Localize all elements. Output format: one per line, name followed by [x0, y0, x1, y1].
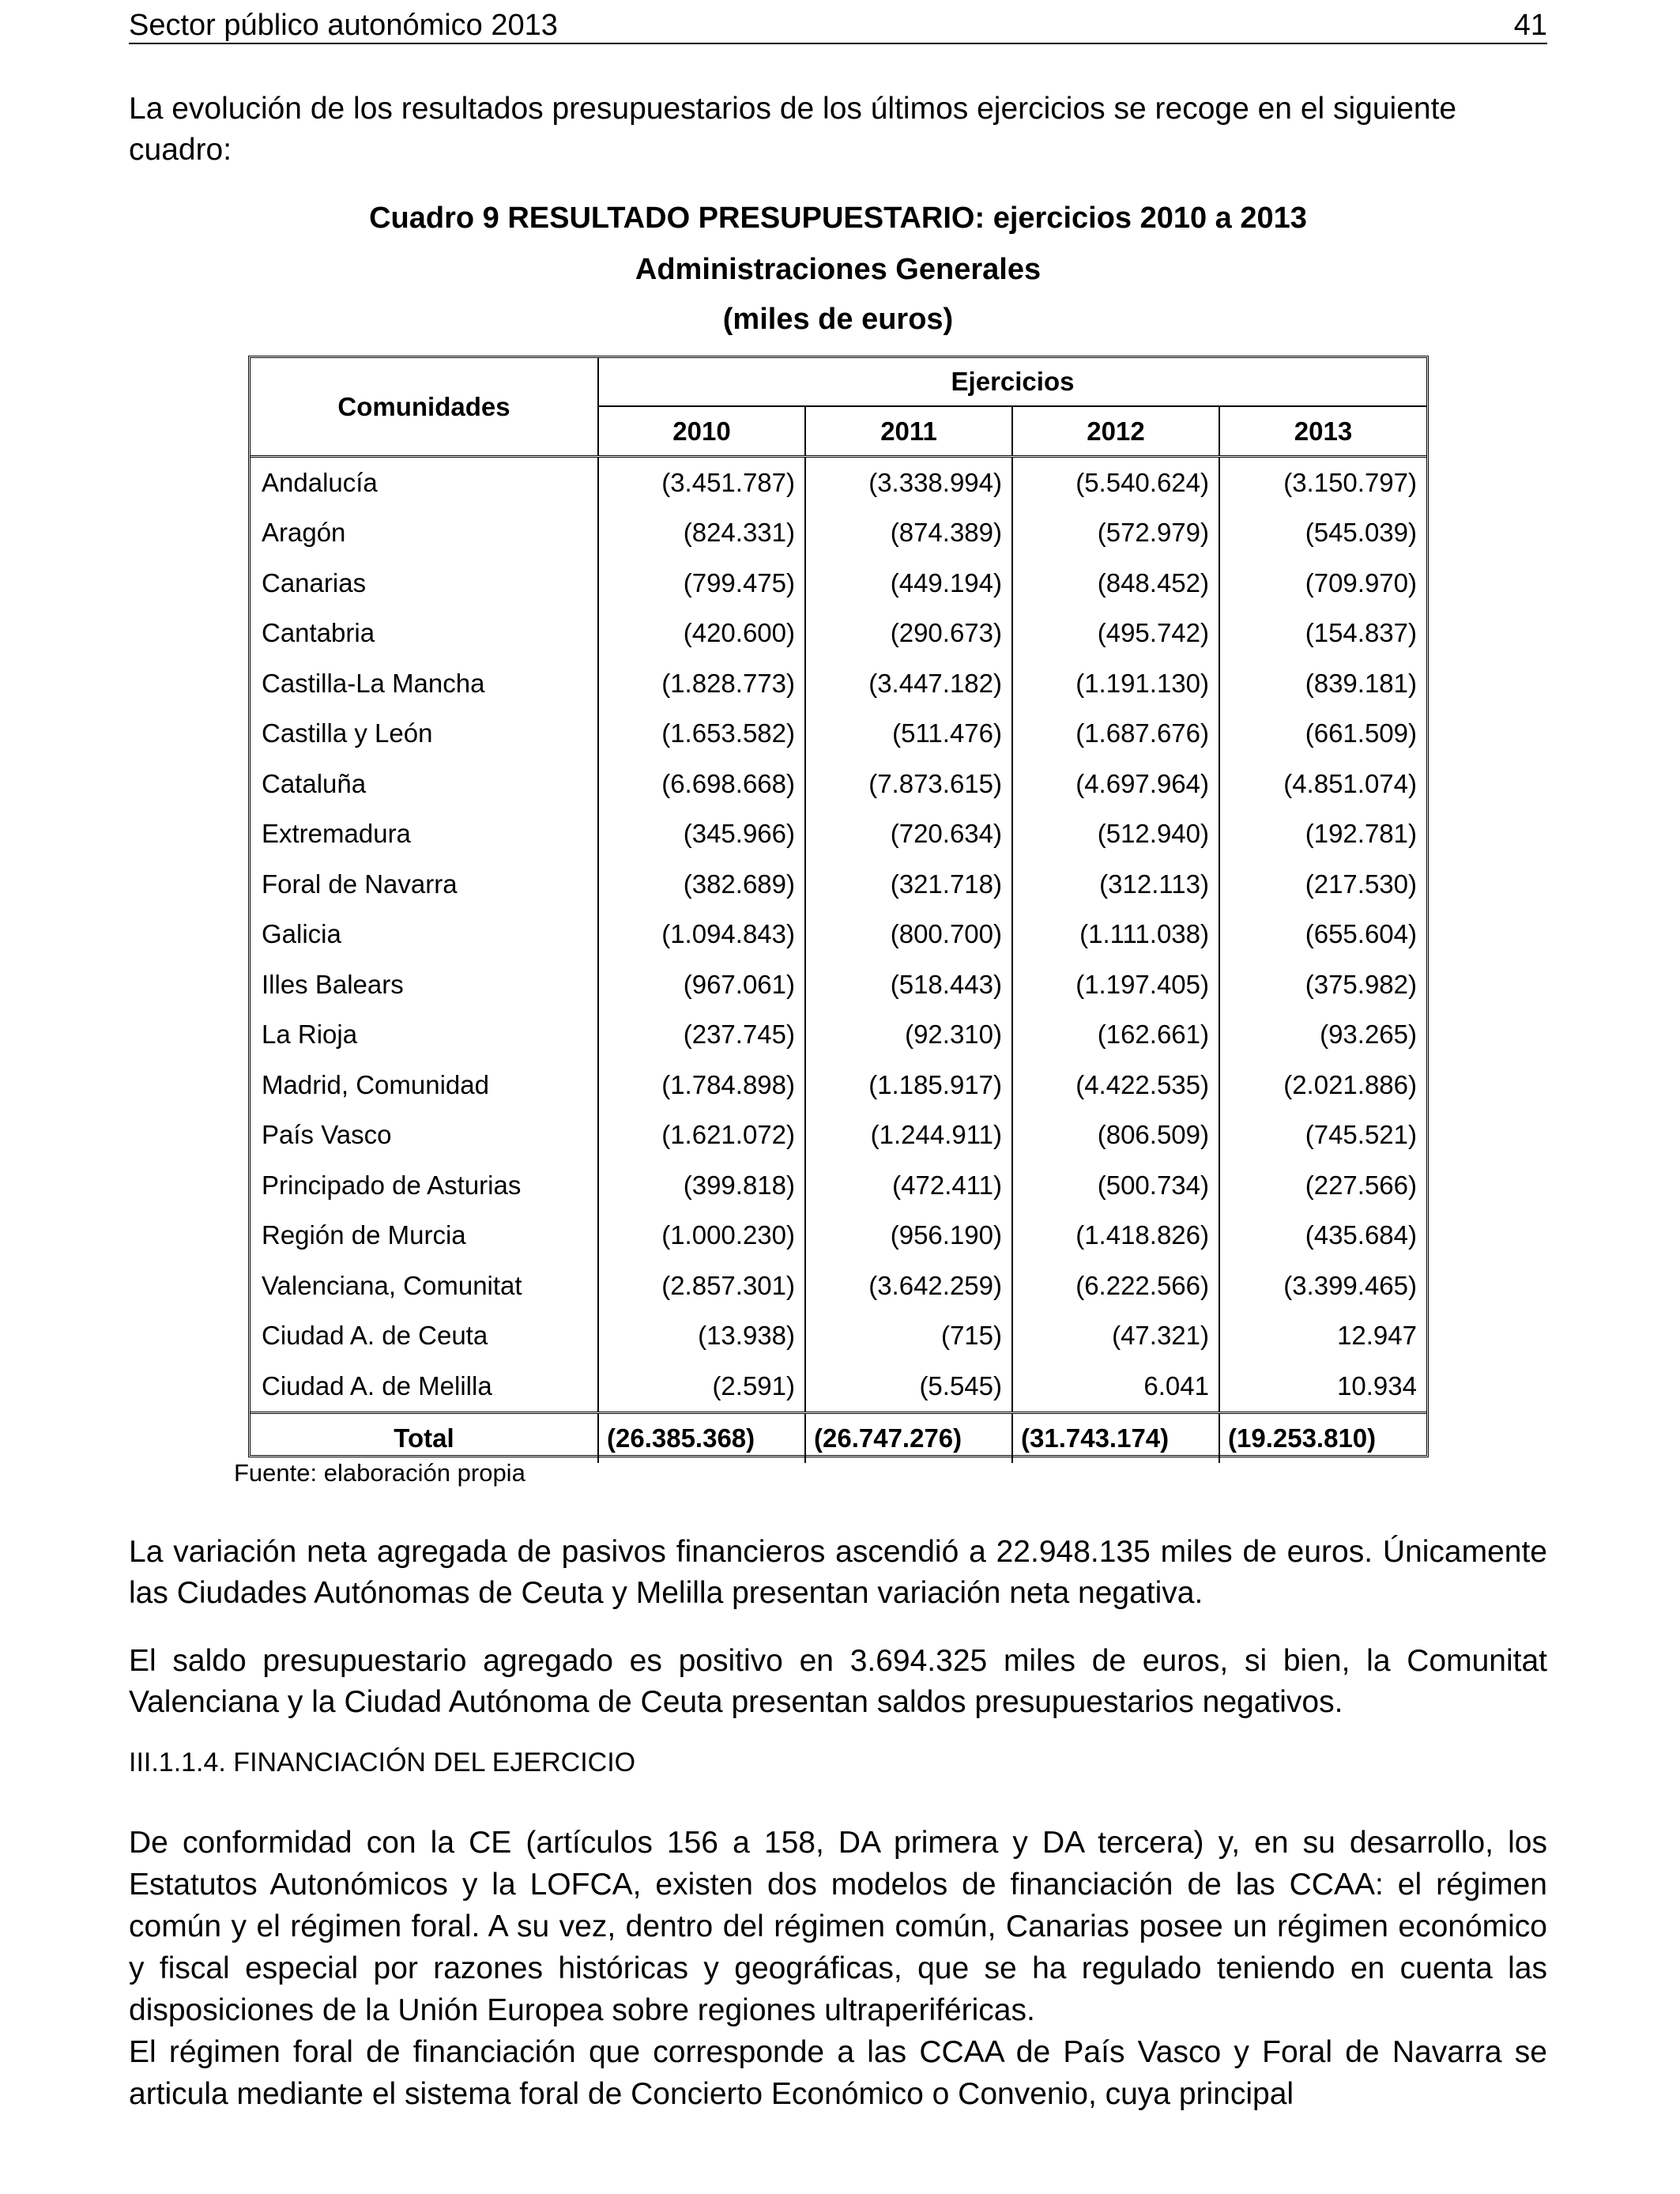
total-cell: (26.747.276)	[805, 1412, 1012, 1463]
result-cell: (518.443)	[805, 959, 1012, 1010]
column-header-year: 2012	[1012, 406, 1219, 457]
result-cell: (1.197.405)	[1012, 959, 1219, 1010]
result-cell: (745.521)	[1219, 1110, 1426, 1161]
result-cell: (345.966)	[598, 809, 805, 860]
table-source: Fuente: elaboración propia	[234, 1459, 525, 1487]
result-cell: (967.061)	[598, 959, 805, 1010]
table-row	[250, 1110, 1426, 1161]
result-cell: (5.540.624)	[1012, 457, 1219, 508]
result-cell: (512.940)	[1012, 809, 1219, 860]
result-cell: (312.113)	[1012, 859, 1219, 910]
paragraph-regimen-foral: El régimen foral de financiación que corresponde a las CCAA de País Vasco y Foral de Navarra se articula mediante el sistema foral de Concierto Económico o Convenio, cuya principal	[129, 2035, 1547, 2111]
region-name: Foral de Navarra	[262, 869, 458, 899]
region-name: Castilla y León	[262, 718, 433, 748]
result-cell: 12.947	[1219, 1311, 1426, 1362]
region-name: Región de Murcia	[262, 1220, 466, 1250]
result-cell: (2.591)	[598, 1361, 805, 1412]
header-title: Sector público autonómico 2013	[129, 9, 558, 42]
result-cell: (162.661)	[1012, 1010, 1219, 1061]
result-cell: (290.673)	[805, 609, 1012, 659]
region-name: Madrid, Comunidad	[262, 1069, 489, 1099]
result-cell: (709.970)	[1219, 558, 1426, 609]
total-cell: (26.385.368)	[598, 1412, 805, 1463]
result-cell: (1.185.917)	[805, 1060, 1012, 1110]
result-cell: (1.653.582)	[598, 709, 805, 760]
result-cell: (382.689)	[598, 859, 805, 910]
result-cell: (1.418.826)	[1012, 1211, 1219, 1261]
table-row	[250, 1060, 1426, 1110]
table-row	[250, 558, 1426, 609]
result-cell: (4.697.964)	[1012, 759, 1219, 809]
result-cell: (154.837)	[1219, 609, 1426, 659]
result-cell: (3.150.797)	[1219, 457, 1426, 508]
result-cell: (237.745)	[598, 1010, 805, 1061]
column-header-comunidades: Comunidades	[337, 391, 510, 421]
result-cell: (495.742)	[1012, 609, 1219, 659]
result-cell: (1.111.038)	[1012, 910, 1219, 960]
result-cell: (217.530)	[1219, 859, 1426, 910]
region-name: Galicia	[262, 919, 341, 949]
result-cell: (720.634)	[805, 809, 1012, 860]
result-cell: (375.982)	[1219, 959, 1426, 1010]
section-heading: III.1.1.4. FINANCIACIÓN DEL EJERCICIO	[129, 1747, 636, 1777]
page-number: 41	[1513, 9, 1547, 42]
result-cell: (824.331)	[598, 508, 805, 559]
result-cell: (1.784.898)	[598, 1060, 805, 1110]
result-cell: (472.411)	[805, 1160, 1012, 1211]
result-cell: (2.021.886)	[1219, 1060, 1426, 1110]
result-cell: 6.041	[1012, 1361, 1219, 1412]
result-cell: (1.191.130)	[1012, 658, 1219, 709]
table-row	[250, 1211, 1426, 1261]
region-name: Ciudad A. de Melilla	[262, 1370, 492, 1400]
table-row	[250, 1261, 1426, 1311]
result-cell: (227.566)	[1219, 1160, 1426, 1211]
result-cell: (545.039)	[1219, 508, 1426, 559]
result-cell: (3.642.259)	[805, 1261, 1012, 1311]
result-cell: (806.509)	[1012, 1110, 1219, 1161]
results-table-frame	[248, 356, 1429, 1457]
result-cell: (47.321)	[1012, 1311, 1219, 1362]
region-name: Valenciana, Comunitat	[262, 1270, 522, 1300]
result-cell: (449.194)	[805, 558, 1012, 609]
table-row	[250, 457, 1426, 508]
result-cell: (6.222.566)	[1012, 1261, 1219, 1311]
region-name: Canarias	[262, 567, 367, 598]
intro-paragraph: La evolución de los resultados presupuestarios de los últimos ejercicios se recoge en el siguiente cuadro:	[129, 92, 1457, 167]
result-cell: (655.604)	[1219, 910, 1426, 960]
result-cell: (399.818)	[598, 1160, 805, 1211]
result-cell: (715)	[805, 1311, 1012, 1362]
total-cell: (31.743.174)	[1012, 1412, 1219, 1463]
result-cell: (13.938)	[598, 1311, 805, 1362]
result-cell: (1.000.230)	[598, 1211, 805, 1261]
result-cell: (3.399.465)	[1219, 1261, 1426, 1311]
result-cell: (93.265)	[1219, 1010, 1426, 1061]
result-cell: (3.451.787)	[598, 457, 805, 508]
paragraph-financiacion: De conformidad con la CE (artículos 156 a 158, DA primera y DA tercera) y, en su desarrollo, los Estatutos Autonómicos y la LOFCA, existen dos modelos de financiación de las CCAA: el régimen común y el régimen foral. A su vez, dentro del régimen común, Canarias posee un régimen económico y fiscal especial por razones históricas y geográficas, que se ha regulado teniendo en cuenta las disposiciones de la Unión Europea sobre regiones ultraperiféricas.	[129, 1826, 1547, 2027]
result-cell: (92.310)	[805, 1010, 1012, 1061]
region-name: Aragón	[262, 518, 346, 548]
result-cell: (1.687.676)	[1012, 709, 1219, 760]
result-cell: (321.718)	[805, 859, 1012, 910]
region-name: La Rioja	[262, 1020, 358, 1050]
result-cell: (800.700)	[805, 910, 1012, 960]
total-label: Total	[250, 1412, 598, 1463]
table-title: Cuadro 9 RESULTADO PRESUPUESTARIO: ejercicios 2010 a 2013	[369, 202, 1307, 235]
table-row	[250, 1311, 1426, 1362]
total-cell: (19.253.810)	[1219, 1412, 1426, 1463]
region-name: Illes Balears	[262, 969, 404, 999]
result-cell: (799.475)	[598, 558, 805, 609]
table-row	[250, 609, 1426, 659]
region-name: Cataluña	[262, 768, 367, 798]
result-cell: (7.873.615)	[805, 759, 1012, 809]
result-cell: (4.422.535)	[1012, 1060, 1219, 1110]
result-cell: (3.338.994)	[805, 457, 1012, 508]
results-table	[250, 358, 1426, 1463]
region-name: Cantabria	[262, 618, 375, 648]
region-name: País Vasco	[262, 1120, 392, 1150]
region-name: Andalucía	[262, 467, 378, 497]
result-cell: (1.621.072)	[598, 1110, 805, 1161]
paragraph-saldo: El saldo presupuestario agregado es positivo en 3.694.325 miles de euros, si bien, la Comunitat Valenciana y la Ciudad Autónoma de Ceuta presentan saldos presupuestarios negativos.	[129, 1644, 1547, 1719]
result-cell: (435.684)	[1219, 1211, 1426, 1261]
table-row	[250, 759, 1426, 809]
result-cell: (420.600)	[598, 609, 805, 659]
table-row	[250, 910, 1426, 960]
table-row	[250, 859, 1426, 910]
result-cell: (1.094.843)	[598, 910, 805, 960]
result-cell: (500.734)	[1012, 1160, 1219, 1211]
result-cell: (661.509)	[1219, 709, 1426, 760]
page-header	[129, 8, 1547, 44]
table-row	[250, 709, 1426, 760]
result-cell: (874.389)	[805, 508, 1012, 559]
column-header-year: 2013	[1219, 406, 1426, 457]
result-cell: (839.181)	[1219, 658, 1426, 709]
region-name: Castilla-La Mancha	[262, 668, 485, 698]
column-header-ejercicios: Ejercicios	[598, 358, 1426, 406]
table-row	[250, 959, 1426, 1010]
result-cell: (6.698.668)	[598, 759, 805, 809]
result-cell: (572.979)	[1012, 508, 1219, 559]
table-row	[250, 658, 1426, 709]
result-cell: (3.447.182)	[805, 658, 1012, 709]
table-row	[250, 1010, 1426, 1061]
table-row	[250, 809, 1426, 860]
total-row	[250, 1412, 1426, 1463]
region-name: Extremadura	[262, 819, 411, 849]
result-cell: (4.851.074)	[1219, 759, 1426, 809]
column-header-year: 2010	[598, 406, 805, 457]
result-cell: 10.934	[1219, 1361, 1426, 1412]
paragraph-pasivos: La variación neta agregada de pasivos financieros ascendió a 22.948.135 miles de euros. Únicamente las Ciudades Autónomas de Ceuta y Melilla presentan variación neta negativa.	[129, 1535, 1547, 1610]
result-cell: (1.244.911)	[805, 1110, 1012, 1161]
table-row	[250, 508, 1426, 559]
result-cell: (5.545)	[805, 1361, 1012, 1412]
table-subtitle: Administraciones Generales	[635, 253, 1042, 286]
table-units: (miles de euros)	[722, 303, 954, 336]
result-cell: (848.452)	[1012, 558, 1219, 609]
result-cell: (1.828.773)	[598, 658, 805, 709]
result-cell: (192.781)	[1219, 809, 1426, 860]
column-header-year: 2011	[805, 406, 1012, 457]
result-cell: (956.190)	[805, 1211, 1012, 1261]
region-name: Ciudad A. de Ceuta	[262, 1321, 488, 1351]
result-cell: (511.476)	[805, 709, 1012, 760]
table-row	[250, 1361, 1426, 1412]
region-name: Principado de Asturias	[262, 1170, 522, 1200]
result-cell: (2.857.301)	[598, 1261, 805, 1311]
table-row	[250, 1160, 1426, 1211]
